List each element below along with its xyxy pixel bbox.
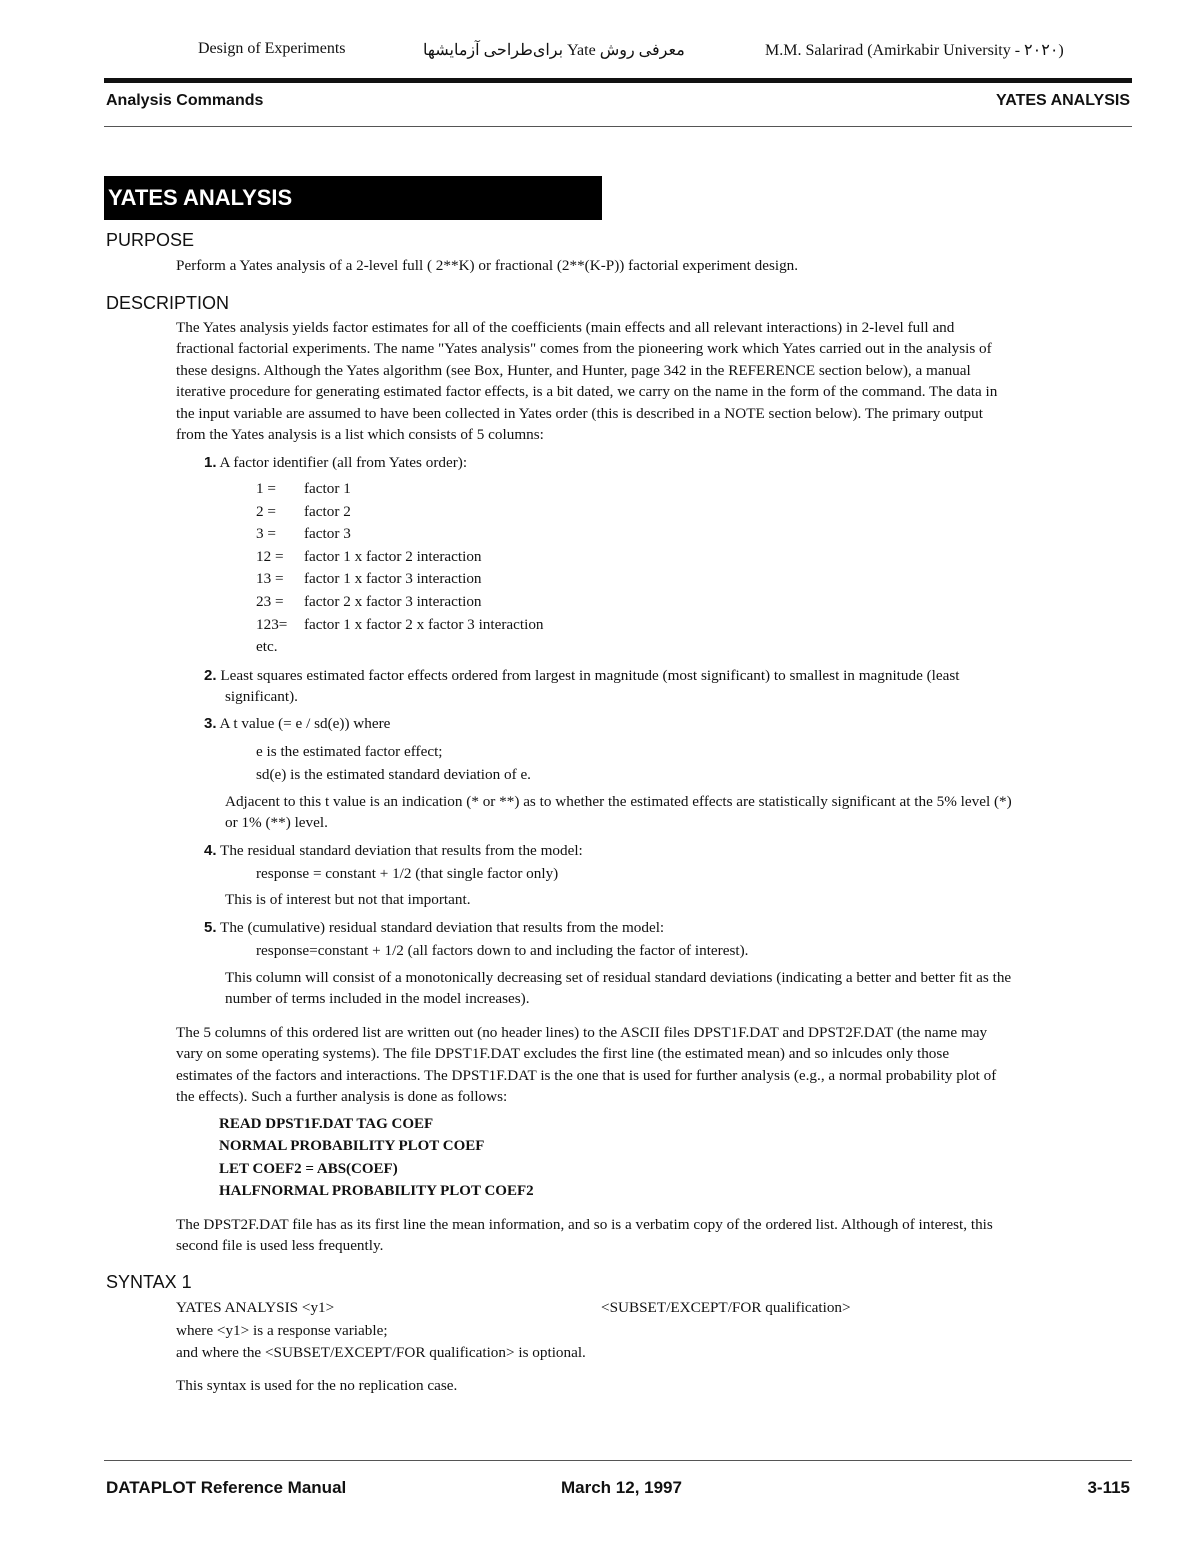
paragraph-line: estimates of the factors and interactions. The DPST1F.DAT is the one that is used for further analysis (e.g., a normal probability plot of: [176, 1066, 997, 1084]
command-name: YATES ANALYSIS: [996, 92, 1130, 109]
purpose-text: Perform a Yates analysis of a 2-level full ( 2**K) or fractional (2**(K-P)) factorial experiment design.: [176, 257, 799, 274]
description-line: the input variable are assumed to have been collected in Yates order (this is described in a NOTE section below). The primary output: [176, 404, 983, 422]
item-4-sub: response = constant + 1/2 (that single factor only): [256, 865, 559, 882]
command-line: LET COEF2 = ABS(COEF): [219, 1160, 398, 1177]
example-commands: [219, 1113, 534, 1202]
list-item: 1 = factor 1: [256, 480, 351, 497]
page-title: YATES ANALYSIS: [104, 176, 602, 220]
header-course: Design of Experiments: [198, 40, 346, 57]
paragraph-line: second file is used less frequently.: [176, 1237, 384, 1255]
item-2-continuation: significant).: [225, 688, 298, 705]
item-number: 5.: [204, 919, 217, 936]
item-number: 3.: [204, 715, 217, 732]
header-author: M.M. Salarirad (Amirkabir University - ۲۰۲۰): [765, 42, 1064, 59]
item-number: 1.: [204, 454, 217, 471]
purpose-heading: PURPOSE: [106, 230, 195, 250]
factor-list: [256, 478, 544, 659]
item-text: A factor identifier (all from Yates order):: [219, 454, 468, 471]
subheader-rule: [104, 126, 1132, 127]
item-4: [204, 840, 583, 861]
running-header: [0, 40, 1200, 66]
item-1: [204, 452, 467, 473]
description-line: these designs. Although the Yates algorithm (see Box, Hunter, and Hunter, page 342 in the REFERENCE section below), a manual: [176, 361, 971, 379]
header-topic: معرفی روش Yate برای‌طراحی آزمایشها: [423, 42, 685, 59]
header-rule: [104, 78, 1132, 83]
section-name: Analysis Commands: [106, 92, 264, 109]
command-line: READ DPST1F.DAT TAG COEF: [219, 1116, 434, 1132]
item-3: [204, 713, 390, 734]
item-5-sub: response=constant + 1/2 (all factors down to and including the factor of interest).: [256, 942, 749, 959]
output-files-paragraph: [176, 1022, 1136, 1108]
syntax-command: YATES ANALYSIS <y1>: [176, 1299, 335, 1316]
list-item: 123= factor 1 x factor 2 x factor 3 interaction: [256, 615, 544, 633]
paragraph-line: vary on some operating systems). The file DPST1F.DAT excludes the first line (the estimated mean) and so inlcudes only those: [176, 1045, 950, 1063]
list-item: 13 = factor 1 x factor 3 interaction: [256, 570, 482, 588]
list-item: etc.: [256, 638, 278, 656]
footer-date: March 12, 1997: [561, 1478, 682, 1497]
item-5-note-2: number of terms included in the model increases).: [225, 990, 530, 1007]
description-line: fractional factorial experiments. The name "Yates analysis" comes from the pioneering work which Yates carried out in the analysis of: [176, 340, 992, 358]
footer-rule: [104, 1460, 1132, 1461]
description-line: The Yates analysis yields factor estimates for all of the coefficients (main effects and all relevant interactions) in 2-level full and: [176, 319, 955, 336]
description-line: from the Yates analysis is a list which consists of 5 columns:: [176, 426, 544, 444]
item-3-note-2: or 1% (**) level.: [225, 814, 328, 831]
paragraph-line: The 5 columns of this ordered list are written out (no header lines) to the ASCII files DPST1F.DAT and DPST2F.DAT (the name may: [176, 1024, 988, 1041]
footer-manual: DATAPLOT Reference Manual: [106, 1478, 347, 1497]
list-item: 2 = factor 2: [256, 502, 351, 520]
paragraph-line: the effects). Such a further analysis is done as follows:: [176, 1088, 508, 1106]
page-number: 3-115: [1087, 1478, 1130, 1497]
item-text: A t value (= e / sd(e)) where: [219, 715, 391, 732]
description-heading: DESCRIPTION: [106, 293, 230, 313]
item-3-sub-2: sd(e) is the estimated standard deviation of e.: [256, 766, 531, 783]
command-line: HALFNORMAL PROBABILITY PLOT COEF2: [219, 1182, 534, 1199]
description-line: iterative procedure for generating estimated factor effects, is a bit dated, we carry on the name in the form of the command. The data in: [176, 383, 998, 401]
item-3-sub-1: e is the estimated factor effect;: [256, 743, 443, 760]
item-text: Least squares estimated factor effects ordered from largest in magnitude (most significant) to smallest in magnitude (least: [220, 667, 960, 684]
list-item: 23 = factor 2 x factor 3 interaction: [256, 592, 482, 610]
item-number: 2.: [204, 667, 217, 684]
syntax-where-1: where <y1> is a response variable;: [176, 1322, 388, 1339]
syntax-where-2: and where the <SUBSET/EXCEPT/FOR qualification> is optional.: [176, 1344, 586, 1361]
syntax-qualification: <SUBSET/EXCEPT/FOR qualification>: [601, 1299, 851, 1316]
command-line: NORMAL PROBABILITY PLOT COEF: [219, 1138, 485, 1155]
description-text: [176, 317, 1136, 445]
list-item: 12 = factor 1 x factor 2 interaction: [256, 547, 482, 565]
item-text: The (cumulative) residual standard deviation that results from the model:: [220, 919, 665, 936]
syntax-note: This syntax is used for the no replication case.: [176, 1377, 458, 1394]
item-number: 4.: [204, 842, 217, 859]
item-4-note: This is of interest but not that important.: [225, 891, 471, 908]
dpst2f-paragraph: [176, 1214, 1136, 1257]
item-5: [204, 917, 664, 938]
item-5-note-1: This column will consist of a monotonically decreasing set of residual standard deviations (indicating a better and better fit as the: [225, 969, 1012, 986]
section-header: [106, 92, 1130, 114]
item-3-note-1: Adjacent to this t value is an indication (* or **) as to whether the estimated effects are statistically significant at the 5% level (*): [225, 793, 1012, 810]
page-footer: [106, 1478, 1130, 1500]
syntax-heading: SYNTAX 1: [106, 1272, 192, 1292]
item-text: The residual standard deviation that results from the model:: [220, 842, 583, 859]
list-item: 3 = factor 3: [256, 525, 351, 543]
item-2: [204, 665, 960, 686]
paragraph-line: The DPST2F.DAT file has as its first line the mean information, and so is a verbatim copy of the ordered list. Although of interest, this: [176, 1216, 993, 1233]
